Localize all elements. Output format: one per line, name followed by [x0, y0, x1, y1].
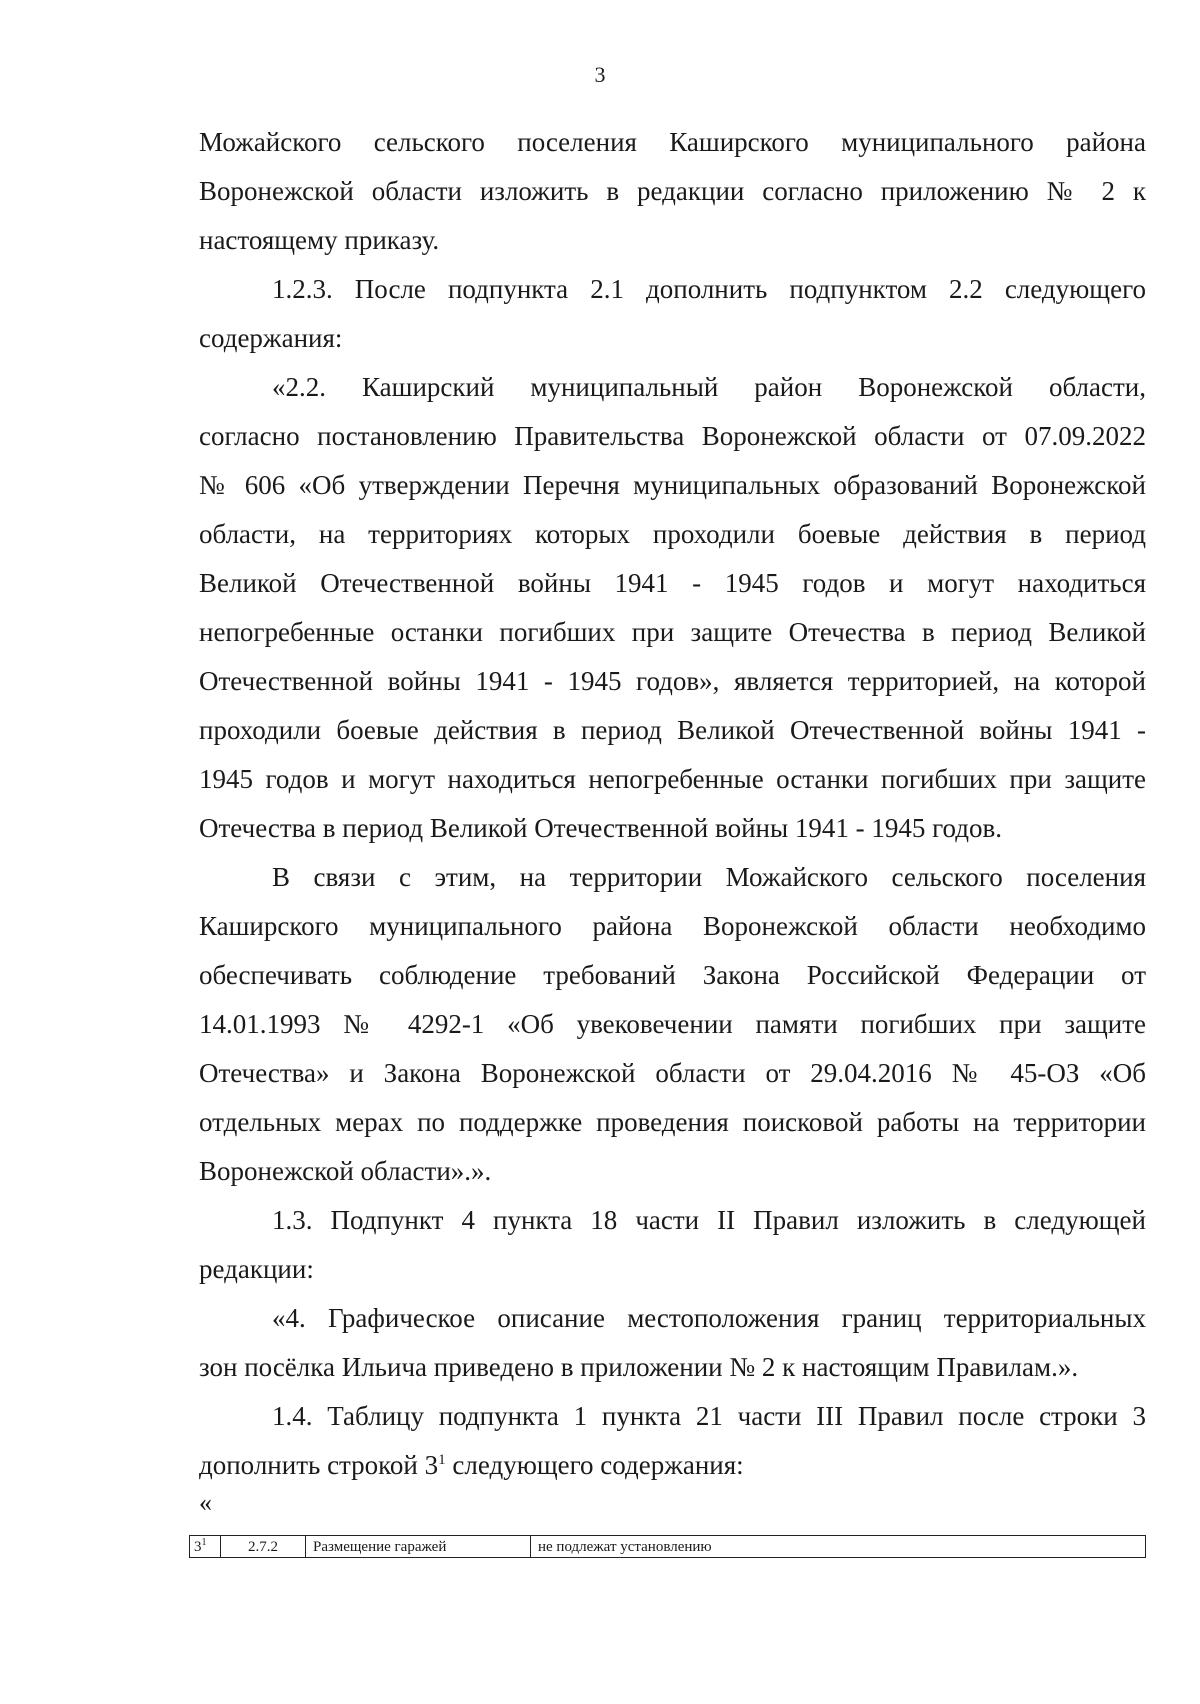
paragraph-line: 1945 годов и могут находиться непогребенные останки погибших при защите	[199, 764, 1146, 794]
paragraph-line: Воронежской области».».	[199, 1156, 492, 1186]
code-cell: 2.7.2	[221, 1536, 306, 1558]
row-number-superscript: 1	[201, 1536, 207, 1548]
opening-quote: «	[199, 1488, 212, 1517]
table-row	[190, 1536, 1146, 1558]
paragraph-line-with-superscript	[199, 1441, 1146, 1490]
value-cell: не подлежат установлению	[531, 1536, 1146, 1558]
paragraph-line: обеспечивать соблюдение требований Закона Российской Федерации от	[199, 960, 1146, 990]
document-body	[199, 118, 1146, 1490]
row-number-cell	[190, 1536, 221, 1558]
paragraph-line: отдельных мерах по поддержке проведения поисковой работы на территории	[199, 1107, 1146, 1137]
row-number: 3	[194, 1538, 202, 1555]
paragraph-line: «2.2. Каширский муниципальный район Воронежской области,	[272, 372, 1146, 402]
paragraph-line: Каширского муниципального района Воронежской области необходимо	[199, 911, 1146, 941]
paragraph-line: 14.01.1993 № 4292-1 «Об увековечении памяти погибших при защите	[199, 1009, 1146, 1039]
paragraph-line: Отечества» и Закона Воронежской области от 29.04.2016 № 45-ОЗ «Об	[199, 1058, 1146, 1088]
line-text: дополнить строкой 3	[199, 1450, 439, 1480]
paragraph-line: согласно постановлению Правительства Воронежской области от 07.09.2022	[199, 421, 1146, 451]
paragraph-line: содержания:	[199, 323, 343, 353]
page-number: 3	[594, 62, 606, 87]
paragraph-line: Великой Отечественной войны 1941 - 1945 годов и могут находиться	[199, 568, 1146, 598]
paragraph-line: В связи с этим, на территории Можайского сельского поселения	[272, 862, 1146, 892]
line-tail: следующего содержания:	[445, 1450, 744, 1480]
paragraph-line: Отечества в период Великой Отечественной войны 1941 - 1945 годов.	[199, 813, 1002, 843]
inserted-table-row	[189, 1535, 1146, 1558]
name-cell: Размещение гаражей	[306, 1536, 531, 1558]
paragraph-line: зон посёлка Ильича приведено в приложении № 2 к настоящим Правилам.».	[199, 1352, 1079, 1382]
paragraph-line: Воронежской области изложить в редакции согласно приложению № 2 к	[199, 176, 1146, 206]
paragraph-line: 1.4. Таблицу подпункта 1 пункта 21 части III Правил после строки 3	[272, 1401, 1146, 1431]
paragraph-line: настоящему приказу.	[199, 225, 440, 255]
paragraph-line: «4. Графическое описание местоположения границ территориальных	[272, 1303, 1146, 1333]
paragraph-line: 1.3. Подпункт 4 пункта 18 части II Правил изложить в следующей	[272, 1205, 1146, 1235]
superscript: 1	[438, 1452, 446, 1468]
paragraph-line: редакции:	[199, 1254, 314, 1284]
paragraph-line: Отечественной войны 1941 - 1945 годов», является территорией, на которой	[199, 666, 1146, 696]
paragraph-line: проходили боевые действия в период Великой Отечественной войны 1941 -	[199, 715, 1146, 745]
paragraph-line: № 606 «Об утверждении Перечня муниципальных образований Воронежской	[199, 470, 1146, 500]
paragraph-line: Можайского сельского поселения Каширского муниципального района	[199, 127, 1146, 157]
paragraph-line: области, на территориях которых проходили боевые действия в период	[199, 519, 1146, 549]
paragraph-line: 1.2.3. После подпункта 2.1 дополнить подпунктом 2.2 следующего	[272, 274, 1146, 304]
paragraph-line: непогребенные останки погибших при защите Отечества в период Великой	[199, 617, 1146, 647]
